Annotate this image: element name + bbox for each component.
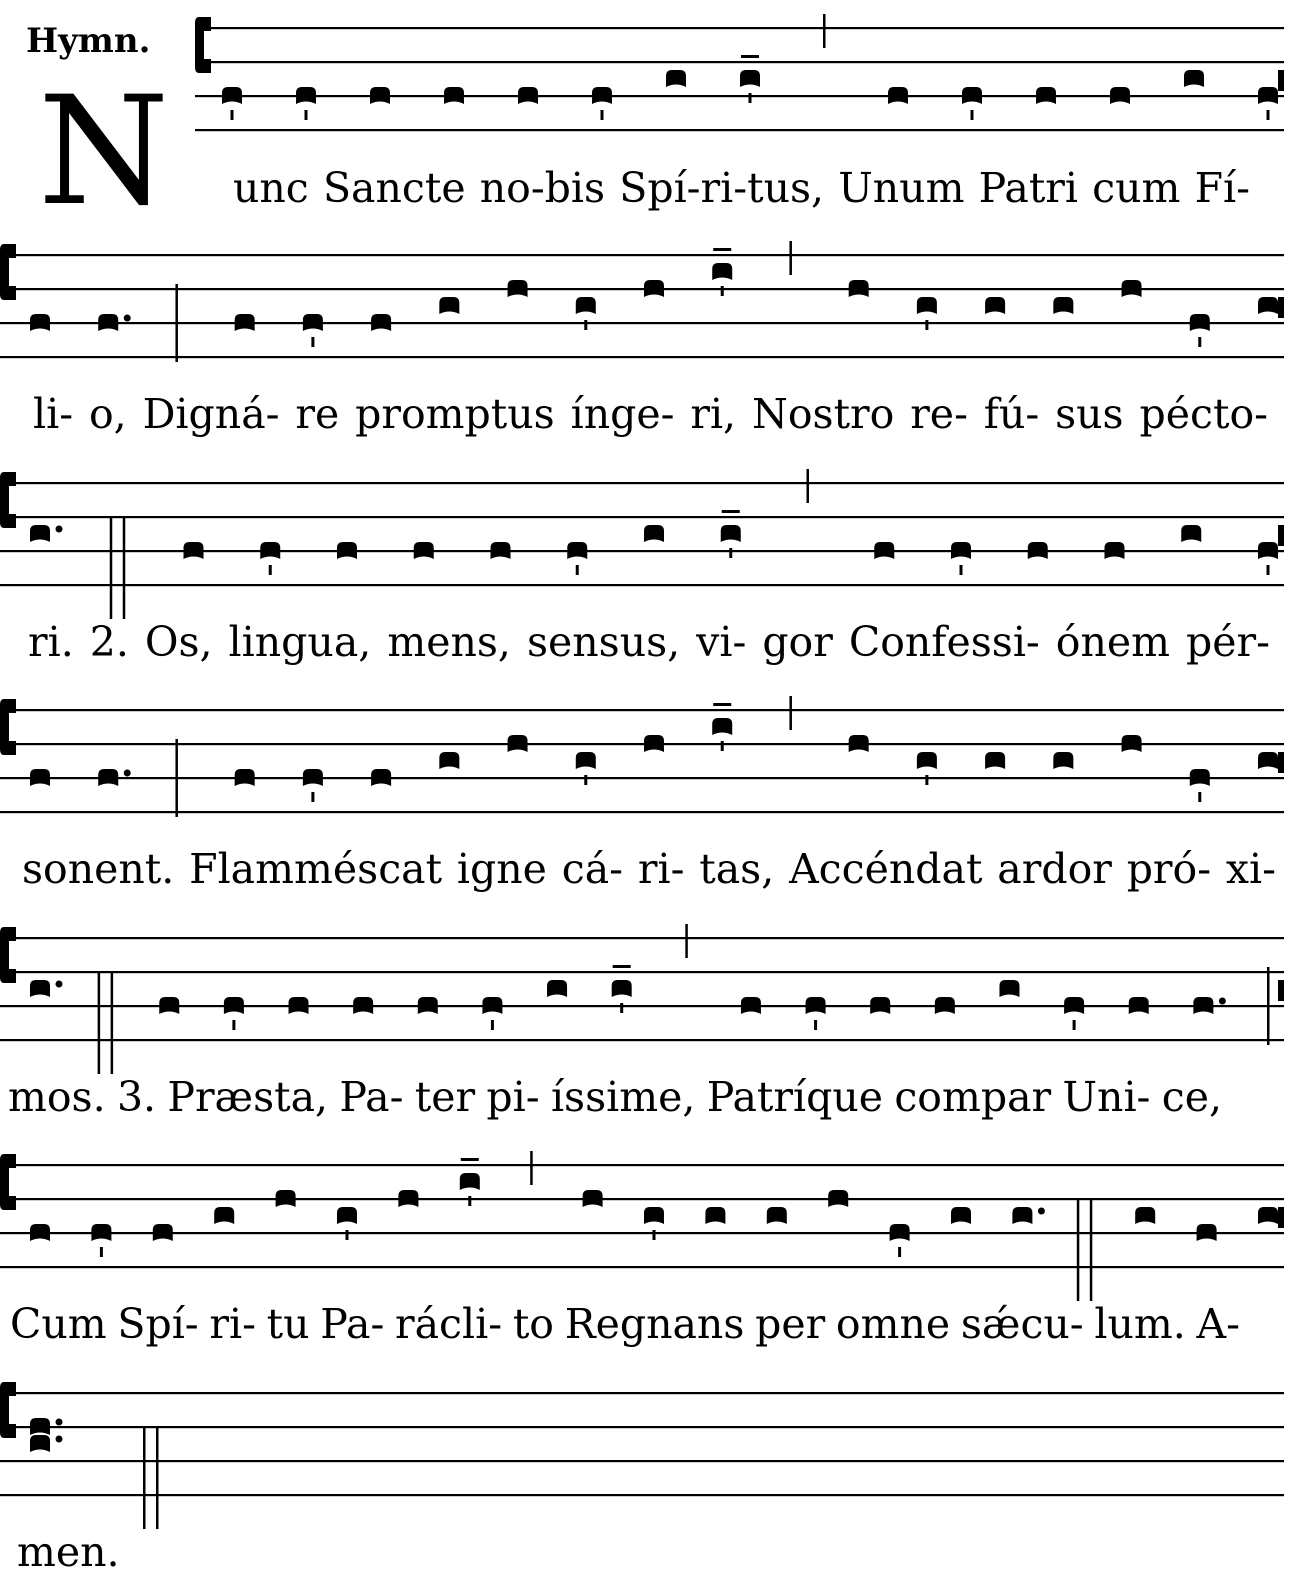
- neume-note: [705, 1207, 725, 1224]
- mora-dot: [124, 315, 131, 322]
- neume-note: [547, 980, 567, 997]
- lyric-syllable: tas,: [699, 845, 775, 893]
- neume-note: [398, 1190, 418, 1207]
- ictus-mark: [346, 1230, 349, 1240]
- staff-line: [0, 584, 1284, 586]
- system-2: [0, 241, 1284, 438]
- mora-dot: [1038, 1208, 1045, 1215]
- lyrics-line-4: [22, 845, 1276, 893]
- neume-note: [917, 752, 937, 769]
- lyric-syllable: ce,: [1161, 1073, 1222, 1121]
- lyric-syllable: pi-: [486, 1073, 540, 1121]
- lyric-syllable: pér-: [1186, 618, 1270, 666]
- neume-note: [849, 735, 869, 752]
- neume-note: [184, 542, 204, 559]
- ictus-mark: [1267, 565, 1270, 575]
- lyric-syllable: ardor: [997, 845, 1112, 893]
- half-bar: [175, 739, 178, 817]
- neume-note: [482, 997, 502, 1014]
- lyric-syllable: gor: [762, 618, 833, 666]
- lyric-syllable: vi-: [696, 618, 747, 666]
- neume-note: [1190, 314, 1210, 331]
- neume-note: [741, 997, 761, 1014]
- neume-note: [1197, 1224, 1217, 1241]
- lyric-syllable: to: [512, 1300, 554, 1348]
- neume-note: [806, 997, 826, 1014]
- neume-note: [1122, 280, 1142, 297]
- lyric-syllable: per: [755, 1300, 826, 1348]
- staff-1: [195, 14, 1284, 131]
- system-5: [0, 924, 1284, 1121]
- lyric-syllable: Nostro: [751, 390, 895, 438]
- neume-note: [418, 997, 438, 1014]
- staff-line: [0, 937, 1284, 939]
- lyric-syllable: xi-: [1225, 845, 1276, 893]
- staff-line: [195, 61, 1284, 63]
- neume-note: [30, 1418, 50, 1435]
- double-bar: [123, 517, 126, 619]
- episema-mark: [722, 510, 740, 513]
- double-bar: [98, 972, 101, 1074]
- custos-guide: [1278, 525, 1284, 546]
- lyric-syllable: Accéndat: [789, 845, 983, 893]
- double-bar: [156, 1427, 159, 1529]
- lyric-syllable: o,: [88, 390, 127, 438]
- lyric-syllable: sǽcu-: [960, 1300, 1084, 1348]
- initial-letter: N: [38, 65, 170, 239]
- quarter-bar: [789, 241, 792, 275]
- lyric-syllable: unc: [233, 164, 309, 212]
- lyric-syllable: li-: [33, 390, 74, 438]
- ictus-mark: [1198, 337, 1201, 347]
- neume-note: [1184, 70, 1204, 87]
- neume-note: [592, 87, 612, 104]
- lyric-syllable: Confessi-: [848, 618, 1040, 666]
- neume-note: [337, 1207, 357, 1224]
- neume-note: [1064, 997, 1084, 1014]
- lyric-syllable: Flamméscat: [189, 845, 443, 893]
- half-bar: [175, 284, 178, 362]
- custos-guide: [1278, 1207, 1284, 1228]
- staff-line: [0, 709, 1284, 711]
- ictus-mark: [576, 565, 579, 575]
- lyric-syllable: fú-: [983, 390, 1040, 438]
- lyric-syllable: ri-: [637, 845, 685, 893]
- neume-note: [439, 752, 459, 769]
- neume-note: [214, 1207, 234, 1224]
- custos-guide: [1278, 70, 1284, 91]
- neume-note: [962, 87, 982, 104]
- neume-note: [890, 1224, 910, 1241]
- lyric-syllable: Spí-: [117, 1300, 199, 1348]
- lyric-syllable: Pa-: [320, 1300, 385, 1348]
- neume-note: [1012, 1207, 1032, 1224]
- staff-line: [0, 1005, 1284, 1007]
- neume-note: [371, 769, 391, 786]
- episema-mark: [713, 248, 731, 251]
- lyric-syllable: 2.: [89, 618, 129, 666]
- ictus-mark: [311, 792, 314, 802]
- c-clef: [0, 1382, 16, 1438]
- lyric-syllable: Regnans: [564, 1300, 745, 1348]
- staff-5: [0, 924, 1284, 1074]
- double-bar: [143, 1427, 146, 1529]
- lyrics-line-7: [17, 1528, 120, 1575]
- neume-note: [583, 1190, 603, 1207]
- neume-note: [222, 87, 242, 104]
- lyric-syllable: lingua,: [228, 618, 372, 666]
- system-4: [0, 696, 1284, 893]
- neume-note: [1129, 997, 1149, 1014]
- lyric-syllable: Uni-: [1062, 1073, 1151, 1121]
- c-clef: [0, 927, 16, 983]
- ictus-mark: [721, 741, 724, 751]
- lyric-syllable: pécto-: [1139, 390, 1268, 438]
- lyric-syllable: ri.: [28, 618, 74, 666]
- neume-note: [159, 997, 179, 1014]
- lyric-syllable: Fí-: [1194, 164, 1250, 212]
- system-7: [0, 1382, 1284, 1575]
- ictus-mark: [491, 1020, 494, 1030]
- neume-note: [712, 263, 732, 280]
- c-clef: [0, 244, 16, 300]
- c-clef: [0, 1154, 16, 1210]
- staff-line: [0, 516, 1284, 518]
- ictus-mark: [925, 775, 928, 785]
- ictus-mark: [960, 565, 963, 575]
- staff-line: [195, 27, 1284, 29]
- neume-note: [1181, 525, 1201, 542]
- neume-note: [951, 1207, 971, 1224]
- lyric-syllable: Patri: [978, 164, 1079, 212]
- neume-note: [767, 1207, 787, 1224]
- lyric-syllable: sus: [1055, 390, 1124, 438]
- lyric-syllable: re-: [910, 390, 968, 438]
- ictus-mark: [1073, 1020, 1076, 1030]
- neume-note: [849, 280, 869, 297]
- neume-note: [98, 769, 118, 786]
- mora-dot: [56, 526, 63, 533]
- neume-note: [985, 297, 1005, 314]
- lyric-syllable: Os,: [144, 618, 213, 666]
- lyric-syllable: no-bis: [479, 164, 606, 212]
- lyric-syllable: igne: [456, 845, 547, 893]
- mora-dot: [56, 1419, 63, 1426]
- neume-note: [1110, 87, 1130, 104]
- ictus-mark: [601, 110, 604, 120]
- quarter-bar: [530, 1151, 533, 1185]
- lyric-syllable: ri-: [209, 1300, 256, 1348]
- c-clef: [0, 699, 16, 755]
- lyric-syllable: omne: [835, 1300, 951, 1348]
- ictus-mark: [1267, 110, 1270, 120]
- neume-note: [576, 297, 596, 314]
- ictus-mark: [814, 1020, 817, 1030]
- episema-mark: [713, 703, 731, 706]
- custos-guide: [1278, 297, 1284, 318]
- neume-note: [1135, 1207, 1155, 1224]
- ictus-mark: [584, 320, 587, 330]
- neume-note: [30, 1435, 50, 1452]
- lyric-syllable: Spí-ri-tus,: [619, 164, 825, 212]
- episema-mark: [613, 965, 631, 968]
- neume-note: [235, 314, 255, 331]
- lyric-syllable: Pa-: [339, 1073, 404, 1121]
- episema-mark: [461, 1158, 479, 1161]
- neume-note: [1028, 542, 1048, 559]
- neume-note: [91, 1224, 111, 1241]
- neume-note: [337, 542, 357, 559]
- neume-note: [1258, 752, 1278, 769]
- neume-note: [508, 735, 528, 752]
- neume-note: [30, 525, 50, 542]
- lyric-syllable: ri,: [690, 390, 737, 438]
- lyrics-line-2: [33, 390, 1268, 438]
- staff-7: [0, 1382, 1284, 1529]
- lyric-syllable: promptus: [355, 390, 555, 438]
- neume-note: [371, 314, 391, 331]
- ictus-mark: [653, 1230, 656, 1240]
- neume-note: [999, 980, 1019, 997]
- staff-line: [0, 254, 1284, 256]
- ictus-mark: [100, 1247, 103, 1257]
- neume-note: [576, 752, 596, 769]
- neume-note: [917, 297, 937, 314]
- lyric-syllable: Unum: [838, 164, 965, 212]
- staff-line: [0, 1164, 1284, 1166]
- lyric-syllable: cum: [1092, 164, 1181, 212]
- mora-dot: [56, 981, 63, 988]
- lyric-syllable: mos.: [8, 1073, 106, 1121]
- quarter-bar: [685, 924, 688, 958]
- neume-note: [153, 1224, 173, 1241]
- custos-guide: [1278, 980, 1284, 1001]
- lyric-syllable: tu: [266, 1300, 310, 1348]
- hymn-label: Hymn.: [26, 21, 151, 61]
- quarter-bar: [789, 696, 792, 730]
- lyrics-line-1: [233, 164, 1250, 212]
- neume-note: [491, 542, 511, 559]
- lyric-syllable: pró-: [1126, 845, 1212, 893]
- half-bar: [1267, 967, 1270, 1045]
- lyric-syllable: rácli-: [395, 1300, 503, 1348]
- ictus-mark: [721, 286, 724, 296]
- neume-note: [935, 997, 955, 1014]
- lyrics-line-6: [10, 1300, 1240, 1348]
- neume-note: [740, 70, 760, 87]
- neume-note: [612, 980, 632, 997]
- neume-note: [508, 280, 528, 297]
- staff-line: [0, 777, 1284, 779]
- neume-note: [30, 1224, 50, 1241]
- neume-note: [985, 752, 1005, 769]
- lyric-syllable: Præsta,: [167, 1073, 329, 1121]
- neume-note: [30, 769, 50, 786]
- ictus-mark: [620, 1003, 623, 1013]
- neume-note: [1190, 769, 1210, 786]
- neume-note: [276, 1190, 296, 1207]
- lyric-syllable: Patríque: [706, 1073, 884, 1121]
- lyrics-line-5: [8, 1073, 1222, 1121]
- staff-line: [0, 1426, 1284, 1428]
- lyric-syllable: Sancte: [322, 164, 466, 212]
- neume-note: [289, 997, 309, 1014]
- neume-note: [1053, 752, 1073, 769]
- staff-line: [0, 743, 1284, 745]
- neume-note: [951, 542, 971, 559]
- ictus-mark: [749, 93, 752, 103]
- neume-note: [370, 87, 390, 104]
- neume-note: [303, 769, 323, 786]
- neume-note: [567, 542, 587, 559]
- neume-note: [303, 314, 323, 331]
- mora-dot: [1219, 998, 1226, 1005]
- ictus-mark: [584, 775, 587, 785]
- quarter-bar: [807, 469, 810, 503]
- lyric-syllable: Cum: [10, 1300, 107, 1348]
- lyric-syllable: sonent.: [22, 845, 175, 893]
- neume-note: [888, 87, 908, 104]
- mora-dot: [56, 1436, 63, 1443]
- ictus-mark: [269, 565, 272, 575]
- neume-note: [721, 525, 741, 542]
- ictus-mark: [925, 320, 928, 330]
- ictus-mark: [231, 110, 234, 120]
- ictus-mark: [971, 110, 974, 120]
- staff-6: [0, 1151, 1284, 1301]
- neume-note: [666, 70, 686, 87]
- system-1: [195, 14, 1284, 212]
- neume-note: [30, 980, 50, 997]
- staff-line: [195, 129, 1284, 131]
- staff-line: [0, 1392, 1284, 1394]
- lyric-syllable: cá-: [561, 845, 624, 893]
- staff-line: [0, 482, 1284, 484]
- neume-note: [1258, 297, 1278, 314]
- lyric-syllable: íssime,: [550, 1073, 696, 1121]
- lyrics-line-3: [28, 618, 1270, 666]
- neume-note: [460, 1173, 480, 1190]
- lyric-syllable: compar: [894, 1073, 1052, 1121]
- neume-note: [235, 769, 255, 786]
- neume-note: [1258, 542, 1278, 559]
- ictus-mark: [305, 110, 308, 120]
- neume-note: [414, 542, 434, 559]
- lyric-syllable: men.: [17, 1528, 120, 1575]
- staff-line: [0, 356, 1284, 358]
- quarter-bar: [823, 14, 826, 48]
- staff-line: [0, 288, 1284, 290]
- lyric-syllable: lum.: [1094, 1300, 1186, 1348]
- neume-note: [1122, 735, 1142, 752]
- ictus-mark: [468, 1196, 471, 1206]
- staff-line: [0, 1039, 1284, 1041]
- neume-note: [444, 87, 464, 104]
- system-3: [0, 469, 1284, 666]
- lyric-syllable: ínge-: [570, 390, 675, 438]
- ictus-mark: [1198, 792, 1201, 802]
- episema-mark: [741, 55, 759, 58]
- neume-note: [1053, 297, 1073, 314]
- mora-dot: [124, 770, 131, 777]
- lyric-syllable: sensus,: [526, 618, 681, 666]
- neume-note: [644, 735, 664, 752]
- neume-note: [1105, 542, 1125, 559]
- lyric-syllable: ónem: [1055, 618, 1171, 666]
- neume-note: [518, 87, 538, 104]
- staff-line: [0, 1460, 1284, 1462]
- neume-note: [1258, 1207, 1278, 1224]
- lyric-syllable: 3.: [116, 1073, 157, 1121]
- custos-guide: [1278, 752, 1284, 773]
- c-clef: [0, 472, 16, 528]
- lyric-syllable: mens,: [387, 618, 511, 666]
- staff-line: [0, 322, 1284, 324]
- double-bar: [110, 517, 113, 619]
- neume-note: [1258, 87, 1278, 104]
- staff-3: [0, 469, 1284, 619]
- staff-line: [0, 971, 1284, 973]
- ictus-mark: [232, 1020, 235, 1030]
- system-6: [0, 1151, 1284, 1348]
- staff-line: [0, 811, 1284, 813]
- ictus-mark: [729, 548, 732, 558]
- lyric-syllable: Digná-: [142, 390, 280, 438]
- double-bar: [111, 972, 114, 1074]
- lyric-syllable: re: [295, 390, 340, 438]
- neume-note: [353, 997, 373, 1014]
- double-bar: [1090, 1199, 1093, 1301]
- lyric-syllable: ter: [414, 1073, 476, 1121]
- neume-note: [644, 1207, 664, 1224]
- double-bar: [1077, 1199, 1080, 1301]
- lyric-syllable: A-: [1196, 1300, 1240, 1348]
- neume-note: [870, 997, 890, 1014]
- ictus-mark: [311, 337, 314, 347]
- neume-note: [828, 1190, 848, 1207]
- neume-note: [874, 542, 894, 559]
- neume-note: [98, 314, 118, 331]
- ictus-mark: [898, 1247, 901, 1257]
- neume-note: [1193, 997, 1213, 1014]
- neume-note: [1036, 87, 1056, 104]
- neume-note: [712, 718, 732, 735]
- neume-note: [296, 87, 316, 104]
- neume-note: [644, 280, 664, 297]
- staff-2: [0, 241, 1284, 362]
- neume-note: [224, 997, 244, 1014]
- staff-4: [0, 696, 1284, 817]
- neume-note: [260, 542, 280, 559]
- neume-note: [439, 297, 459, 314]
- neume-note: [30, 314, 50, 331]
- neume-note: [644, 525, 664, 542]
- c-clef: [195, 17, 211, 73]
- staff-line: [0, 1494, 1284, 1496]
